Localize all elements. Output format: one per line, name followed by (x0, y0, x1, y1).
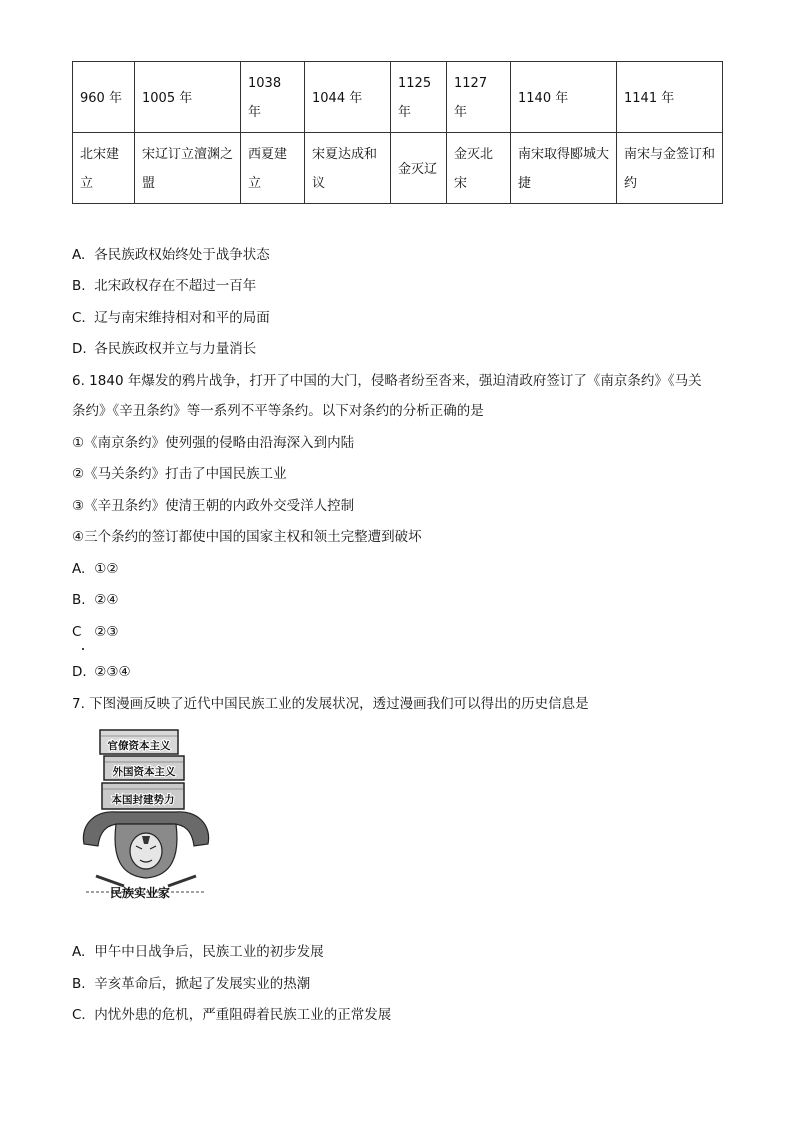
option-letter: D. (72, 664, 87, 680)
option-text: 北宋政权存在不超过一百年 (94, 278, 257, 294)
box-label-1: 官僚资本主义 (107, 740, 171, 752)
q5-option-b[interactable] (72, 276, 256, 296)
q7-option-b[interactable] (72, 974, 310, 994)
q6-statement-2: ②《马关条约》打击了中国民族工业 (72, 466, 287, 482)
year-cell: 1127 年 (447, 62, 511, 133)
q6-option-b[interactable] (72, 590, 119, 610)
option-letter: A. (72, 247, 86, 263)
option-letter: C. (72, 1007, 86, 1023)
q7-stem: 7. 下图漫画反映了近代中国民族工业的发展状况，透过漫画我们可以得出的历史信息是 (72, 696, 589, 712)
event-cell: 北宋建立 (73, 133, 135, 204)
year-cell: 1038 年 (241, 62, 305, 133)
option-text: ①② (94, 561, 119, 577)
timeline-table (72, 61, 723, 204)
option-letter: C (72, 624, 82, 640)
q5-option-c[interactable] (72, 308, 270, 328)
q6-statement-3: ③《辛丑条约》使清王朝的内政外交受洋人控制 (72, 498, 355, 514)
option-text: 各民族政权并立与力量消长 (94, 341, 257, 357)
option-text: ②④ (94, 592, 119, 608)
event-cell: 西夏建立 (241, 133, 305, 204)
year-cell: 1044 年 (305, 62, 391, 133)
event-cell: 宋辽订立澶渊之盟 (135, 133, 241, 204)
option-letter: A. (72, 944, 86, 960)
q7-option-a[interactable] (72, 942, 324, 962)
q6-option-c[interactable] (72, 622, 119, 642)
q6-statement-4: ④三个条约的签订都使中国的国家主权和领土完整遭到破坏 (72, 529, 422, 545)
event-cell: 南宋取得郾城大捷 (511, 133, 617, 204)
stray-mark (82, 648, 84, 650)
year-row (73, 62, 723, 133)
q6-statement-1: ①《南京条约》使列强的侵略由沿海深入到内陆 (72, 435, 355, 451)
q7-option-c[interactable] (72, 1005, 391, 1025)
option-letter: B. (72, 976, 86, 992)
year-cell: 1140 年 (511, 62, 617, 133)
option-text: 内忧外患的危机，严重阻碍着民族工业的正常发展 (94, 1007, 392, 1023)
event-cell: 宋夏达成和议 (305, 133, 391, 204)
cartoon-image (76, 726, 216, 904)
event-cell: 金灭辽 (391, 133, 447, 204)
q5-option-a[interactable] (72, 245, 270, 265)
option-letter: B. (72, 592, 86, 608)
option-text: ②③ (94, 624, 119, 640)
option-text: 甲午中日战争后，民族工业的初步发展 (94, 944, 324, 960)
q5-option-d[interactable] (72, 339, 256, 359)
option-text: 辛亥革命后，掀起了发展实业的热潮 (94, 976, 311, 992)
q6-stem-line-2: 条约》《辛丑条约》等一系列不平等条约。以下对条约的分析正确的是 (72, 403, 484, 419)
year-cell: 960 年 (73, 62, 135, 133)
box-label-2: 外国资本主义 (112, 766, 176, 778)
event-cell: 金灭北宋 (447, 133, 511, 204)
q6-option-a[interactable] (72, 559, 119, 579)
event-cell: 南宋与金签订和约 (617, 133, 723, 204)
q6-stem-line-1: 6. 1840 年爆发的鸦片战争，打开了中国的大门，侵略者纷至沓来，强迫清政府签订了《南京条约》《马关 (72, 373, 702, 389)
option-letter: B. (72, 278, 86, 294)
option-letter: C. (72, 310, 86, 326)
box-label-3: 本国封建势力 (111, 794, 175, 806)
event-row (73, 133, 723, 204)
q6-option-d[interactable] (72, 662, 131, 682)
cartoon-caption: 民族实业家 (110, 886, 171, 900)
option-text: 辽与南宋维持相对和平的局面 (94, 310, 270, 326)
option-letter: A. (72, 561, 86, 577)
option-text: ②③④ (94, 664, 131, 680)
year-cell: 1125 年 (391, 62, 447, 133)
option-text: 各民族政权始终处于战争状态 (94, 247, 270, 263)
option-letter: D. (72, 341, 87, 357)
year-cell: 1005 年 (135, 62, 241, 133)
year-cell: 1141 年 (617, 62, 723, 133)
